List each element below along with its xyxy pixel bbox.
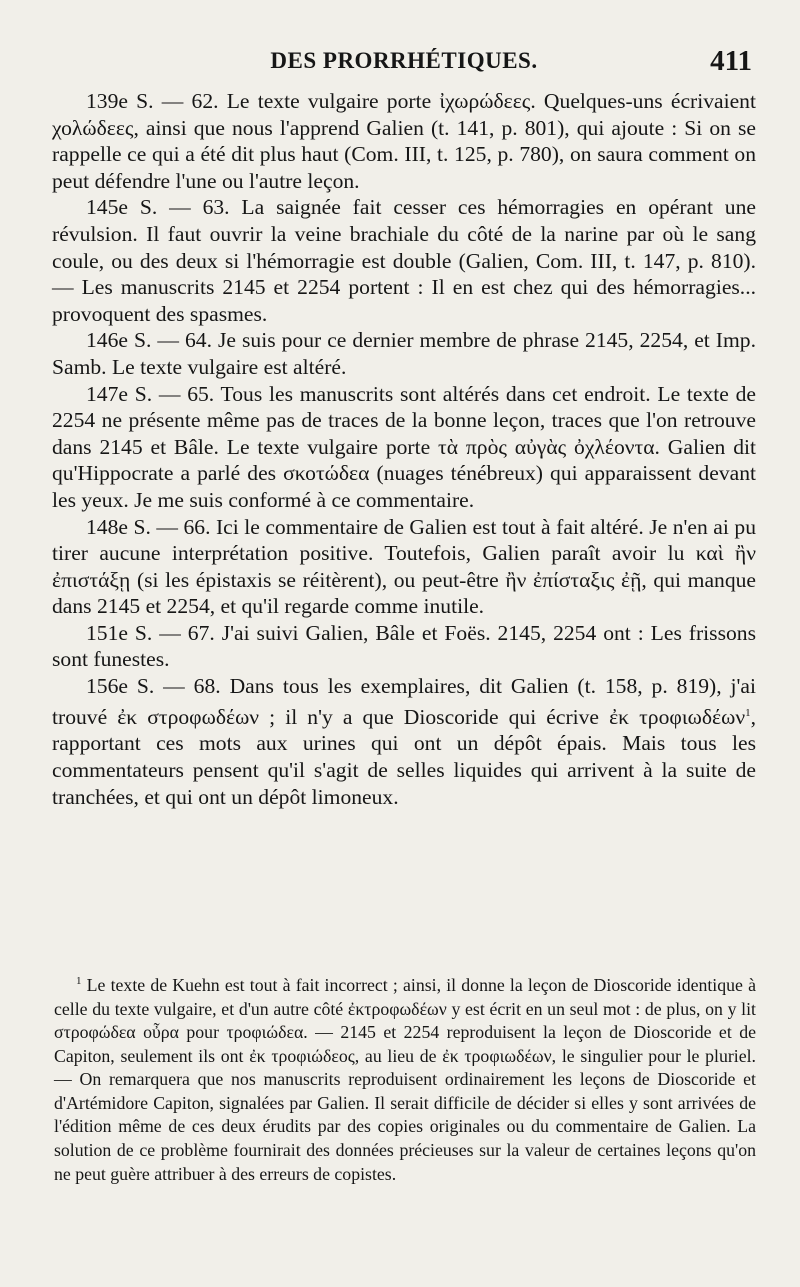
note-text: Tous les manuscrits sont altérés dans cet endroit. Le texte de 2254 ne présente même pas de traces de la bonne leçon, traces que l'on retrouve dans 2145 et Bâle. Le texte vulgaire porte τὰ πρὸς αὐγὰς ὀχλέοντα. Galien dit qu'Hippocrate a parlé des σκοτώδεα (nuages ténébreux) qui apparaissent devant les yeux. Je me suis conformé à ce commentaire. — [52, 381, 756, 512]
note-paragraph — [52, 514, 756, 620]
footnotes — [54, 970, 756, 1186]
note-number: 139e S. — 62. — [86, 89, 219, 113]
footnote-text: Le texte de Kuehn est tout à fait incorrect ; ainsi, il donne la leçon de Dioscoride identique à celle du texte vulgaire, et d'un autre côté ἐκτροφωδέων y est écrit en un seul mot : de plus, on y lit στροφώδεα οὖρα pour τροφιώδεα. — 2145 et 2254 reproduisent la leçon de Dioscoride et de Capiton, seulement ils ont ἐκ τροφιώδεος, au lieu de ἐκ τροφιωδέων, le singulier pour le pluriel. — On remarquera que nos manuscrits reproduisent ordinairement les leçons de Dioscoride et d'Artémidore Capiton, signalées par Galien. Il serait difficile de décider si elles y sont arrivées de l'édition même de ces deux érudits par des copies originales ou du commentaire de Galien. La solution de ce problème fournirait des données précieuses sur la valeur de certaines leçons qu'on ne peut guère attribuer à des erreurs de copistes. — [54, 974, 756, 1184]
note-number: 147e S. — 65. — [86, 381, 215, 406]
note-number: 145e S. — 63. — [86, 195, 230, 220]
note-paragraph — [52, 381, 756, 514]
main-text — [52, 88, 756, 810]
page-header — [56, 45, 752, 88]
note-paragraph — [52, 88, 756, 194]
note-paragraph — [52, 673, 756, 810]
note-text: Je suis pour ce dernier membre de phrase 2145, 2254, et Imp. Samb. Le texte vulgaire est altéré. — [52, 328, 756, 379]
note-number: 146e S. — 64. — [86, 328, 212, 353]
note-paragraph — [52, 194, 756, 327]
note-text: Le texte vulgaire porte ἰχωρώδεες. Quelques-uns écrivaient χολώδεες, ainsi que nous l'apprend Galien (t. 141, p. 801), qui ajoute : Si on se rappelle ce qui a été dit plus haut (Com. III, t. 125, p. 780), on saura comment on peut défendre l'une ou l'autre leçon. — [52, 89, 756, 193]
footnote-reference[interactable]: 1 — [745, 706, 751, 719]
running-title: DES PRORRHÉTIQUES. — [270, 48, 538, 73]
footnote-mark: 1 — [76, 975, 82, 987]
note-paragraph — [52, 620, 756, 673]
note-text: Ici le commentaire de Galien est tout à fait altéré. Je n'en ai pu tirer aucune interprétation positive. Toutefois, Galien paraît avoir lu καὶ ἢν ἐπιστάξῃ (si les épistaxis se réitèrent), ou peut-être ἢν ἐπίσταξις ἐῇ, qui manque dans 2145 et 2254, et qu'il regarde comme inutile. — [52, 514, 756, 619]
footnote — [54, 970, 756, 1186]
note-text: Dans tous les exemplaires, dit Galien (t. 158, p. 819), j'ai trouvé ἐκ στροφωδέων ; il n'y a que Dioscoride qui écrive ἐκ τροφιωδέων — [52, 674, 756, 729]
note-number: 148e S. — 66. — [86, 514, 211, 539]
note-text-continued: , rapportant ces mots aux urines qui ont un dépôt épais. Mais tous les commentateurs pensent qu'il s'agit de selles liquides qui arrivent à la suite de tranchées, et qui ont un dépôt limoneux. — [52, 704, 756, 809]
note-paragraph — [52, 327, 756, 380]
note-text: La saignée fait cesser ces hémorragies en opérant une révulsion. Il faut ouvrir la veine brachiale du côté de la narine par où le sang coule, ou des deux si l'hémorragie est double (Galien, Com. III, t. 147, p. 810). — Les manuscrits 2145 et 2254 portent : Il en est chez qui des hémorragies... provoquent des spasmes. — [52, 195, 756, 326]
page-number: 411 — [710, 45, 752, 77]
note-number: 151e S. — 67. — [86, 620, 215, 645]
note-text: J'ai suivi Galien, Bâle et Foës. 2145, 2254 ont : Les frissons sont funestes. — [52, 620, 756, 672]
note-number: 156e S. — 68. — [86, 674, 221, 699]
